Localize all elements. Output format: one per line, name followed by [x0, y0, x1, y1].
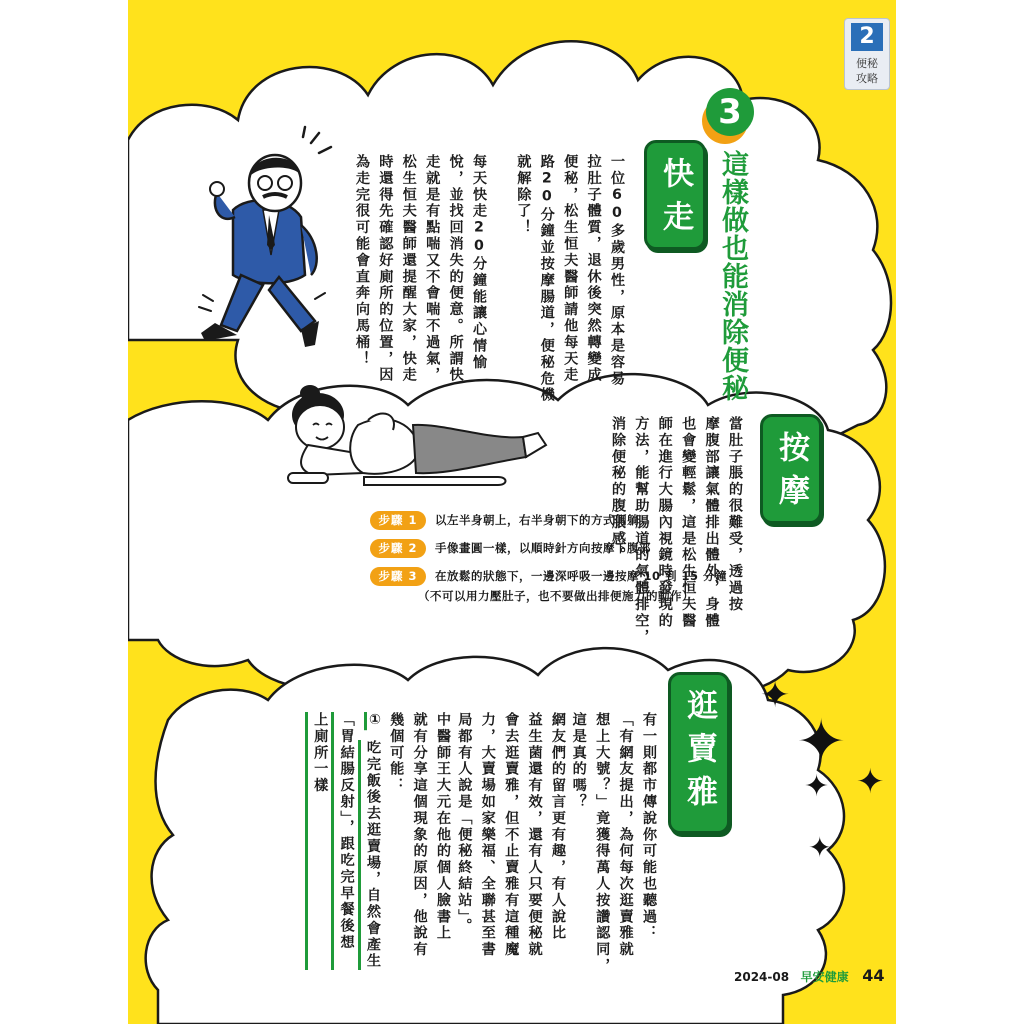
sparkle-icon: ✦	[808, 831, 832, 864]
chapter-tab	[844, 18, 890, 90]
lying-woman-illustration	[268, 385, 548, 495]
massage-heading: 按摩	[773, 431, 809, 517]
step-3-note: （不可以用力壓肚子，也不要做出排便施力的動作）	[418, 589, 694, 603]
chapter-label-line2: 攻略	[856, 72, 878, 85]
footer-issue: 2024-08	[734, 970, 790, 984]
step-2-label: 步驟 2	[370, 539, 426, 558]
walk-paragraph-1: 一位60多歲男性，原本是容易 拉肚子體質，退休後突然轉變成 便秘，松生恒夫醫師請他每天走 路20分鐘並按摩腸道，便秘危機 就解除了！	[515, 154, 625, 404]
walking-man-illustration	[193, 125, 333, 355]
mall-paragraph-2: 網友們的留言更有趣，有人說比 益生菌還有效，還有人只要便秘就 會去逛賣雅，但不止賣雅有這種魔 力，大賣場如家樂福、全聯甚至書 局都有人說是「便秘終結站」。	[456, 712, 566, 958]
section-title: 這樣做也能消除便秘	[717, 150, 748, 402]
walk-heading: 快走	[657, 157, 693, 243]
step-3-text: 在放鬆的狀態下，一邊深呼吸一邊按摩 10 到 15 分鐘	[435, 569, 728, 583]
massage-heading-badge	[760, 414, 822, 524]
step-1-label: 步驟 1	[370, 511, 426, 530]
footer-page-number: 44	[862, 966, 885, 985]
mall-point-number: ①	[367, 712, 383, 731]
step-2-text: 手像畫圓一樣，以順時針方向按摩下腹部	[435, 541, 651, 555]
mall-paragraph-1: 有一則都市傳說你可能也聽過： 「有網友提出，為何每次逛賣雅就 想上大號？」竟獲得萬人按讚認同， 這是真的嗎？	[570, 712, 657, 975]
sparkle-icon: ✦	[796, 707, 847, 777]
mall-heading: 逛賣雅	[681, 689, 717, 818]
step-3-label: 步驟 3	[370, 567, 426, 586]
massage-paragraph: 當肚子脹的很難受，透過按 摩腹部讓氣體排出體外，身體 也會變輕鬆，這是松生恒夫醫 師在進行大腸內視鏡時發現的 方法，能幫助腸道的氣體排空， 消除便秘的腹脹感。	[609, 416, 743, 646]
section-number: 3	[706, 88, 754, 136]
walk-paragraph-2: 每天快走20分鐘能讓心情愉 悅，並找回消失的便意。所謂快 走就是有點喘又不會喘不過氣， 松生恒夫醫師還提醒大家，快走 時還得先確認好廁所的位置，因 為走完很可能會直奔向馬桶！	[353, 154, 487, 384]
sparkle-icon: ✦	[856, 762, 885, 802]
sparkle-icon: ✦	[804, 769, 830, 804]
footer-magazine: 早安健康	[800, 970, 849, 984]
sparkle-icon: ✦	[760, 675, 791, 716]
chapter-label-line1: 便秘	[856, 57, 878, 70]
mall-paragraph-3: 中醫師王大元在他的個人臉書上 就有分享這個現象的原因，他說有 幾個可能：	[388, 712, 451, 958]
mall-heading-badge	[668, 672, 730, 834]
section-number-badge	[706, 88, 756, 138]
mall-point-text: 吃完飯後去逛賣場，自然會產生 「胃結腸反射」，跟吃完早餐後想 上廁所一樣	[305, 740, 384, 970]
walk-heading-badge	[644, 140, 706, 250]
step-1-text: 以左半身朝上，右半身朝下的方式側躺	[435, 513, 639, 527]
chapter-number: 2	[851, 23, 883, 51]
footer	[734, 966, 885, 985]
mall-point-1	[363, 712, 386, 730]
magazine-page	[128, 0, 896, 1024]
